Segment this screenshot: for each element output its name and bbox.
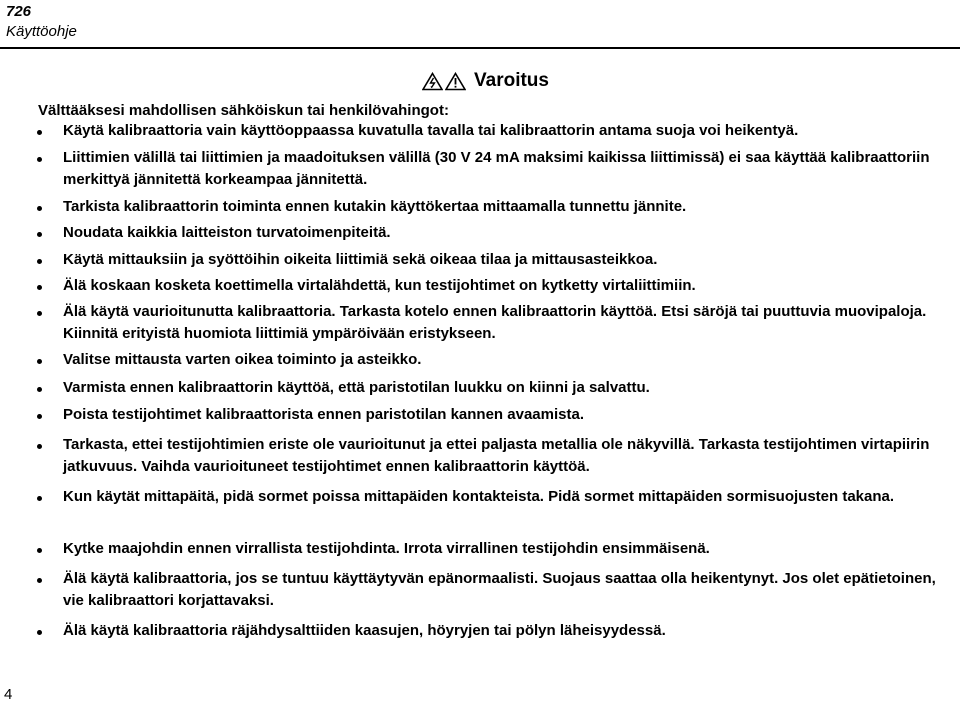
warning-item-text: Tarkasta, ettei testijohtimien eriste ole vaurioitunut ja ettei paljasta metallia ole näkyvillä. Tarkasta testijohtimen virtapiirin jatkuvuus. Vaihda vaurioituneet testijohtimet ennen kalibraattorin käyttöä. <box>63 436 930 475</box>
bullet-dot <box>37 206 42 211</box>
caution-triangle-icon <box>445 72 466 91</box>
warning-icons <box>422 72 466 91</box>
bullet-dot <box>37 548 42 553</box>
warning-heading <box>422 70 549 92</box>
page-number: 4 <box>4 686 13 703</box>
warning-item-text: Valitse mittausta varten oikea toiminto ja asteikko. <box>63 351 422 368</box>
warning-item-text: Liittimien välillä tai liittimien ja maadoituksen välillä (30 V 24 mA maksimi kaikissa liittimissä) ei saa käyttää kalibraattoriin merkittyä jännitettä korkeampaa jännitettä. <box>63 149 930 188</box>
warning-item-text: Kun käytät mittapäitä, pidä sormet poissa mittapäiden kontakteista. Pidä sormet mittapäiden sormisuojusten takana. <box>63 488 895 505</box>
bullet-dot <box>37 157 42 162</box>
bullet-dot <box>37 130 42 135</box>
warning-item <box>37 275 937 297</box>
bullet-dot <box>37 232 42 237</box>
warning-intro: Välttääksesi mahdollisen sähköiskun tai henkilövahingot: <box>38 102 449 119</box>
manual-title: Käyttöohje <box>6 23 77 40</box>
bullet-dot <box>37 259 42 264</box>
warning-item <box>37 349 937 371</box>
warning-item <box>37 377 937 399</box>
warning-item <box>37 249 937 271</box>
header-divider <box>0 47 960 49</box>
warning-item-text: Älä käytä vaurioitunutta kalibraattoria. Tarkasta kotelo ennen kalibraattorin käyttöä. Etsi säröjä tai puuttuvia muovipaloja. Kiinnitä erityistä huomiota liittimiä ympäröivään eristykseen. <box>63 303 927 342</box>
warning-item-text: Poista testijohtimet kalibraattorista ennen paristotilan kannen avaamista. <box>63 406 584 423</box>
bullet-dot <box>37 496 42 501</box>
bullet-dot <box>37 387 42 392</box>
warning-title: Varoitus <box>474 70 549 91</box>
warning-item <box>37 301 937 345</box>
bullet-dot <box>37 285 42 290</box>
bullet-dot <box>37 359 42 364</box>
bullet-dot <box>37 414 42 419</box>
electric-shock-warning-icon <box>422 72 443 91</box>
warning-item-text: Käytä mittauksiin ja syöttöihin oikeita liittimiä sekä oikeaa tilaa ja mittausasteikkoa. <box>63 251 658 268</box>
warning-item-text: Käytä kalibraattoria vain käyttöoppaassa kuvatulla tavalla tai kalibraattorin antama suoja voi heikentyä. <box>63 122 799 139</box>
bullet-dot <box>37 630 42 635</box>
warning-item-text: Älä käytä kalibraattoria, jos se tuntuu käyttäytyvän epänormaalisti. Suojaus saattaa olla heikentynyt. Jos olet epätietoinen, vie kalibraattori korjattavaksi. <box>63 570 936 609</box>
warning-item <box>37 196 937 218</box>
bullet-dot <box>37 444 42 449</box>
warning-item <box>37 120 937 142</box>
warning-item-text: Kytke maajohdin ennen virrallista testijohdinta. Irrota virrallinen testijohdin ensimmäisenä. <box>63 540 710 557</box>
warning-item-text: Älä käytä kalibraattoria räjähdysalttiiden kaasujen, höyryjen tai pölyn läheisyydessä. <box>63 622 666 639</box>
warning-item <box>37 434 937 478</box>
bullet-dot <box>37 311 42 316</box>
warning-item <box>37 486 937 508</box>
warning-item-text: Noudata kaikkia laitteiston turvatoimenpiteitä. <box>63 224 391 241</box>
page-header <box>6 2 77 42</box>
warning-item-text: Varmista ennen kalibraattorin käyttöä, että paristotilan luukku on kiinni ja salvattu. <box>63 379 650 396</box>
warning-item <box>37 404 937 426</box>
warning-item <box>37 620 937 642</box>
bullet-dot <box>37 578 42 583</box>
model-number: 726 <box>6 3 32 20</box>
warning-item <box>37 538 937 560</box>
warning-item <box>37 222 937 244</box>
warning-item <box>37 147 937 191</box>
warning-item-text: Älä koskaan kosketa koettimella virtalähdettä, kun testijohtimet on kytketty virtaliittimiin. <box>63 277 696 294</box>
warning-item <box>37 568 937 612</box>
warning-item-text: Tarkista kalibraattorin toiminta ennen kutakin käyttökertaa mittaamalla tunnettu jännite. <box>63 198 687 215</box>
